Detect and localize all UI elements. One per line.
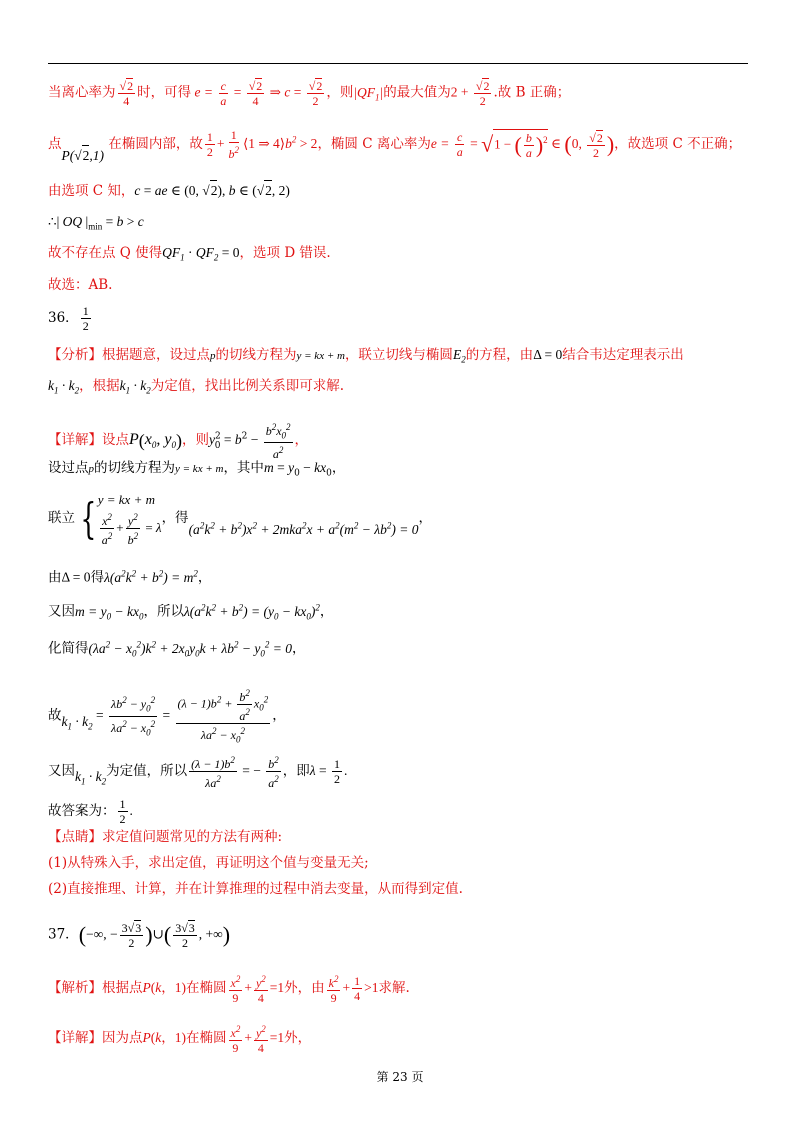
text: ，根据 <box>79 378 120 394</box>
analysis-36-line-1: 【分析】根据题意，设过点p的切线方程为y = kx + m，联立切线与椭圆$E_2$的方程，由Δ = 0结合韦达定理表示出 <box>48 347 684 365</box>
detail-36-line-6: 化简得$(\lambda a^2 - x_0^2)k^2 + 2x_0y_0k + \lambda b^2 - y_0^2 = 0$， <box>48 639 306 659</box>
section-tag: 【解析】 <box>48 980 102 996</box>
text: 因为点 <box>102 1030 143 1046</box>
text: ，得 <box>161 510 189 526</box>
text: 故 <box>48 707 62 724</box>
solution-line-1: 当离心率为 $\frac{√2}{4}$ 时，可得 e = $\frac{c}{a}$ = $\frac{√2}{4}$ ⇒ c = $\frac{√2}{2}$ ，则$|QF_1|$的最大值为2 + $\frac{√2}{2}$ .故 B 正确； <box>48 78 571 108</box>
text: 时，可得 <box>137 84 192 101</box>
text: (2)直接推理、计算，并在计算推理的过程中消去变量，从而得到定值. <box>48 881 463 897</box>
text: 的切线方程为 <box>215 347 297 363</box>
header-rule <box>48 63 748 64</box>
text: ，其中 <box>223 460 264 476</box>
text: 结合韦达定理表示出 <box>562 347 684 363</box>
text: 为定值，所以 <box>106 763 188 779</box>
text: 求解. <box>378 980 410 996</box>
text: 由 <box>48 569 62 586</box>
detail-36-line-7: 故$k_1 \cdot k_2$ = $\frac{\lambda b^2 - y_0^2}{\lambda a^2 - x_0^2}$ = $(\lambda - 1)b^2$ + $\frac{b^2}{a^2}$ $x_0^2$ $\lambda a^2 - x_0^2$ ， <box>48 688 286 745</box>
detail-36-line-3: 联立 { y = kx + m $\frac{x^2}{a^2}$ + $\frac{y^2}{b^2}$ = λ ，得$(a^2k^2 + b^2)x^2 + 2mka^2x + a^2(m^2 - \lambda b^2) = 0$， <box>48 492 432 547</box>
text: 在椭圆 <box>186 1030 227 1046</box>
text: ，联立切线与椭圆 <box>344 347 453 363</box>
text: ，则 <box>182 432 209 449</box>
question-number: 37． <box>48 926 79 943</box>
text: 故选：AB. <box>48 277 113 293</box>
question-number: 36． <box>48 310 79 326</box>
section-tag: 【分析】 <box>48 347 102 363</box>
text: 求定值问题常见的方法有两种: <box>102 829 283 845</box>
text: 外，由 <box>284 980 325 996</box>
detail-36-line-4: 由Δ = 0得$\lambda(a^2k^2 + b^2) = m^2$， <box>48 568 212 586</box>
comment-36-line-3 <box>48 879 463 899</box>
text: 的最大值为 <box>383 84 451 101</box>
page-footer <box>0 1068 800 1085</box>
text: 点 <box>48 136 62 152</box>
solution-line-5: 故不存在点 Q 使得$QF_1 \cdot QF_2 = 0$，选项 D 错误. <box>48 245 331 263</box>
solution-line-6 <box>48 275 112 295</box>
page-number: 第 23 页 <box>376 1070 424 1084</box>
text: (1)从特殊入手，求出定值，再证明这个值与变量无关; <box>48 855 369 871</box>
text: ，则 <box>326 84 354 101</box>
text: ，所以 <box>143 603 184 620</box>
section-tag: 【点睛】 <box>48 829 102 845</box>
text: 又因 <box>48 603 75 620</box>
detail-36-line-5: 又因$m = y_0 - kx_0$，所以$\lambda(a^2k^2 + b^2) = (y_0 - kx_0)^2$， <box>48 602 334 622</box>
comment-36-line-1 <box>48 827 282 847</box>
text: 当离心率为 <box>48 84 116 101</box>
question-37-answer: 37．(−∞, − $\frac{3√3}{2}$ )∪( $\frac{3√3}{2}$ , +∞) <box>48 921 231 950</box>
detail-36-line-2: 设过点p的切线方程为y = kx + m，其中$m = y_0 - kx_0$， <box>48 460 346 479</box>
detail-36-line-8: 又因$k_1 \cdot k_2$为定值，所以 $\frac{(\lambda - 1)b^2}{\lambda a^2}$ = − $\frac{b^2}{a^2}$ ，即λ = $\frac{1}{2}$ . <box>48 755 348 790</box>
section-tag: 【详解】 <box>48 432 102 449</box>
solution-line-2: 点P(√2,1) 在椭圆内部，故 $\frac{1}{2}$ + $\frac{1}{b^2}$ ⟨1 ⇒ $4⟩b^2 > 2$，椭圆 C 离心率为e = $\frac{c}{a}$ = √1 − ( $\frac{b}{a}$ )$^2$ ∈ (0, $\frac{√2}{2}$ )，故选项 C 不正确； <box>48 128 741 161</box>
detail-36-line-9: 故答案为： $\frac{1}{2}$ . <box>48 797 133 826</box>
text: 联立 <box>48 510 75 526</box>
text: ，选项 D 错误. <box>239 245 331 261</box>
text: 在椭圆 <box>186 980 227 996</box>
text: 根据题意，设过点 <box>102 347 210 363</box>
text: 的切线方程为 <box>94 460 175 476</box>
text: 为定值，找出比例关系即可求解. <box>150 378 345 394</box>
text: 在椭圆内部，故 <box>108 136 203 152</box>
text: 由选项 C 知， <box>48 183 135 199</box>
text: 化简得 <box>48 640 89 657</box>
comment-36-line-2 <box>48 853 369 873</box>
text: 故不存在点 Q 使得 <box>48 245 163 261</box>
text: 设点 <box>102 432 129 449</box>
text: 得 <box>90 569 105 586</box>
text: ，椭圆 C 离心率为 <box>317 136 431 152</box>
solution-line-3: 由选项 C 知，c = ae ∈ (0, √2), b ∈ (√2, 2) <box>48 180 290 201</box>
analysis-37: 【解析】根据点P(k，1)在椭圆 $\frac{x^2}{9}$ + $\frac{y^2}{4}$ =1外，由 $\frac{k^2}{9}$ + $\frac{1}{4}$ >1求解. <box>48 974 410 1005</box>
text: ，即 <box>282 763 310 779</box>
solution-line-4: ∴| OQ $|_{min} = b > c$ <box>48 214 144 232</box>
detail-37: 【详解】因为点P(k，1)在椭圆 $\frac{x^2}{9}$ + $\frac{y^2}{4}$ =1外， <box>48 1024 312 1055</box>
text: 设过点 <box>48 460 89 476</box>
text: 的方程，由 <box>465 347 534 363</box>
analysis-36-line-2: $k_1 \cdot k_2$，根据$k_1 \cdot k_2$为定值，找出比例关系即可求解. <box>48 378 345 396</box>
question-36-answer: 36． $\frac{1}{2}$ <box>48 304 89 333</box>
section-tag: 【详解】 <box>48 1030 102 1046</box>
text: ，故选项 C 不正确； <box>614 136 742 152</box>
text: 又因 <box>48 763 75 779</box>
text: .故 B 正确； <box>493 84 571 101</box>
text: 外， <box>284 1030 312 1046</box>
text: 根据点 <box>102 980 143 996</box>
detail-36-line-1: 【详解】设点$P(x_0$, $y_0$)，则$y^2_0 = b^2$ − $\frac{b^2x_0^2}{a^2}$ ， <box>48 422 309 462</box>
text: 故答案为： <box>48 803 116 819</box>
